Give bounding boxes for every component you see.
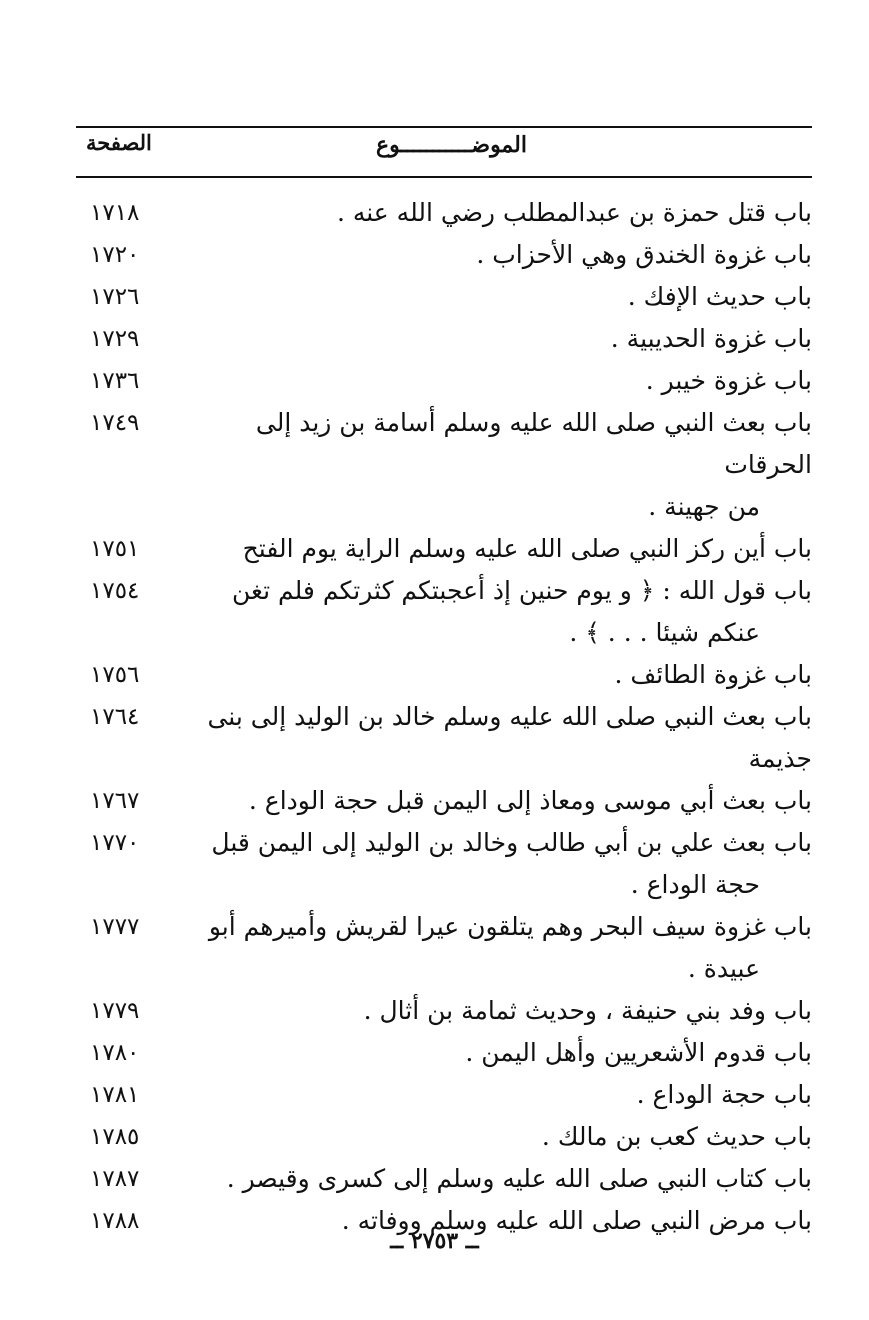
- entry-title: باب وفد بني حنيفة ، وحديث ثمامة بن أثال .: [363, 996, 812, 1025]
- index-entry: [76, 906, 812, 990]
- entry-page-number: ١٧٥٤: [90, 578, 140, 604]
- entry-page-number: ١٧٥١: [90, 536, 140, 562]
- entry-title: باب قول الله : ﴿ و يوم حنين إذ أعجبتكم كثرتكم فلم تغن: [232, 576, 812, 605]
- index-page: [76, 126, 812, 1242]
- entry-title: باب غزوة الطائف .: [614, 660, 812, 689]
- entry-page-number: ١٧٢٠: [90, 242, 140, 268]
- entry-page-number: ١٧٣٦: [90, 368, 140, 394]
- index-entry: [76, 276, 812, 318]
- entry-title: باب حجة الوداع .: [636, 1080, 812, 1109]
- page-number: ــ ٢٧٥٣ ــ: [390, 1228, 479, 1254]
- entry-title: باب حديث كعب بن مالك .: [541, 1122, 812, 1151]
- entry-title: باب أين ركز النبي صلى الله عليه وسلم الراية يوم الفتح: [242, 534, 812, 563]
- entry-title: باب قتل حمزة بن عبدالمطلب رضي الله عنه .: [336, 198, 812, 227]
- index-entry: [76, 696, 812, 780]
- index-entry: [76, 1074, 812, 1116]
- entry-title: باب غزوة الخندق وهي الأحزاب .: [476, 240, 812, 269]
- entry-title: باب بعث علي بن أبي طالب وخالد بن الوليد إلى اليمن قبل: [211, 828, 812, 857]
- index-entry: [76, 528, 812, 570]
- entry-title: باب غزوة خيبر .: [645, 366, 812, 395]
- entry-title: باب غزوة الحديبية .: [610, 324, 812, 353]
- entry-page-number: ١٧٨٧: [90, 1166, 140, 1192]
- entry-page-number: ١٧٢٩: [90, 326, 140, 352]
- entry-page-number: ١٧٨٥: [90, 1124, 140, 1150]
- index-entry: [76, 402, 812, 528]
- entry-title: باب قدوم الأشعريين وأهل اليمن .: [465, 1038, 812, 1067]
- entry-page-number: ١٧٤٩: [90, 410, 140, 436]
- index-entry: [76, 234, 812, 276]
- index-entry: [76, 1116, 812, 1158]
- entry-title-continuation: من جهينة .: [648, 492, 760, 521]
- entry-page-number: ١٧٦٤: [90, 704, 140, 730]
- entry-page-number: ١٧٨١: [90, 1082, 140, 1108]
- entry-title: باب مرض النبي صلى الله عليه وسلم ووفاته .: [341, 1206, 812, 1235]
- index-entry: [76, 780, 812, 822]
- index-entry: [76, 654, 812, 696]
- index-entry: [76, 360, 812, 402]
- entry-title: باب كتاب النبي صلى الله عليه وسلم إلى كسرى وقيصر .: [226, 1164, 812, 1193]
- index-entry: [76, 1032, 812, 1074]
- entry-title-continuation: حجة الوداع .: [630, 870, 760, 899]
- entry-page-number: ١٧٨٠: [90, 1040, 140, 1066]
- entry-page-number: ١٧٧٩: [90, 998, 140, 1024]
- index-entry: [76, 192, 812, 234]
- entry-page-number: ١٧٥٦: [90, 662, 140, 688]
- entry-page-number: ١٧٧٧: [90, 914, 140, 940]
- entry-title: باب بعث النبي صلى الله عليه وسلم أسامة بن زيد إلى الحرقات: [255, 408, 812, 479]
- entry-page-number: ١٧٨٨: [90, 1208, 140, 1234]
- entry-title-continuation: عنكم شيئا . . . ﴾ .: [569, 618, 760, 647]
- topic-column-header: الموضـــــــــــوع: [376, 132, 527, 158]
- entry-list: [76, 192, 812, 1242]
- page-column-header: الصفحة: [86, 130, 152, 155]
- index-entry: [76, 1158, 812, 1200]
- entry-page-number: ١٧٦٧: [90, 788, 140, 814]
- entry-title: باب غزوة سيف البحر وهم يتلقون عيرا لقريش وأميرهم أبو: [208, 912, 812, 941]
- entry-title: باب بعث النبي صلى الله عليه وسلم خالد بن الوليد إلى بنى جذيمة: [207, 702, 812, 773]
- entry-page-number: ١٧١٨: [90, 200, 140, 226]
- entry-title: باب حديث الإفك .: [627, 282, 812, 311]
- index-entry: [76, 570, 812, 654]
- index-entry: [76, 318, 812, 360]
- entry-page-number: ١٧٢٦: [90, 284, 140, 310]
- index-entry: [76, 822, 812, 906]
- entry-title-continuation: عبيدة .: [687, 954, 760, 983]
- entry-page-number: ١٧٧٠: [90, 830, 140, 856]
- table-header: [76, 126, 812, 178]
- index-entry: [76, 990, 812, 1032]
- entry-title: باب بعث أبي موسى ومعاذ إلى اليمن قبل حجة الوداع .: [248, 786, 812, 815]
